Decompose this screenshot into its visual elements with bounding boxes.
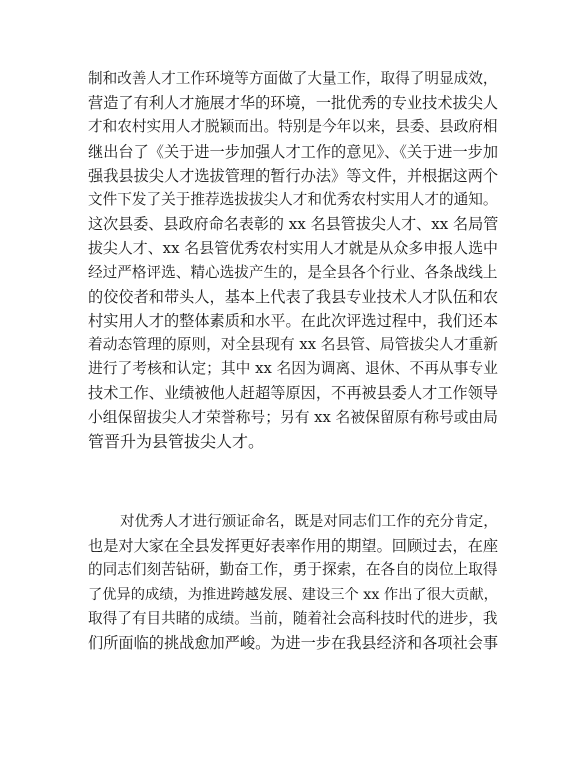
paragraph-1-line: 制和改善人才工作环境等方面做了大量工作，取得了明显成效，: [88, 70, 498, 87]
paragraph-1-line: 营造了有利人才施展才华的环境，一批优秀的专业技术拔尖人: [88, 94, 499, 113]
paragraph-1-line: 技术工作、业绩被他人赶超等原因，不再被县委人才工作领导: [88, 384, 499, 403]
paragraph-2-line: 也是对大家在全县发挥更好表率作用的期望。回顾过去，在座: [88, 537, 499, 556]
paragraph-1-line: 管晋升为县管拔尖人才。: [88, 431, 265, 451]
paragraph-1-line: 经过严格评选、精心选拔产生的，是全县各个行业、各条战线上: [88, 263, 498, 281]
paragraph-1-line: 才和农村实用人才脱颖而出。特别是今年以来，县委、县政府相: [88, 118, 498, 136]
paragraph-2-line: 了优异的成绩，为推进跨越发展、建设三个 xx 作出了很大贡献，: [88, 586, 498, 603]
paragraph-1-line: 着动态管理的原则，对全县现有 xx 名县管、局管拔尖人才重新: [88, 336, 498, 354]
paragraph-2-line: 取得了有目共睹的成绩。当前，随着社会高科技时代的进步，我: [88, 609, 498, 627]
paragraph-2-line: 对优秀人才进行颁证命名，既是对同志们工作的充分肯定，: [120, 514, 498, 530]
paragraph-2-line: 们所面临的挑战愈加严峻。为进一步在我县经济和各项社会事: [88, 633, 499, 652]
paragraph-1-line: 这次县委、县政府命名表彰的 xx 名县管拔尖人才、xx 名局管: [88, 215, 499, 234]
paragraph-1-line: 拔尖人才、xx 名县管优秀农村实用人才就是从众多申报人选中: [88, 239, 498, 258]
paragraph-1: [88, 67, 498, 454]
paragraph-1-line: 的佼佼者和带头人，基本上代表了我县专业技术人才队伍和农: [88, 287, 499, 306]
paragraph-1-line: 强我县拔尖人才选拔管理的暂行办法》等文件，并根据这两个: [88, 166, 499, 185]
paragraph-2-line: 的同志们刻苦钻研，勤奋工作，勇于探索，在各自的岗位上取得: [88, 561, 498, 579]
paragraph-1-line: 文件下发了关于推荐选拔拔尖人才和优秀农村实用人才的通知。: [88, 190, 498, 208]
paragraph-1-line: 继出台了《关于进一步加强人才工作的意见》、《关于进一步加: [88, 142, 499, 161]
paragraph-1-line: 小组保留拔尖人才荣誉称号；另有 xx 名被保留原有称号或由局: [88, 408, 498, 426]
paragraph-1-line: 进行了考核和认定；其中 xx 名因为调离、退休、不再从事专业: [88, 360, 498, 378]
paragraph-2: [88, 510, 498, 655]
paragraph-1-line: 村实用人才的整体素质和水平。在此次评选过程中，我们还本: [88, 311, 499, 330]
